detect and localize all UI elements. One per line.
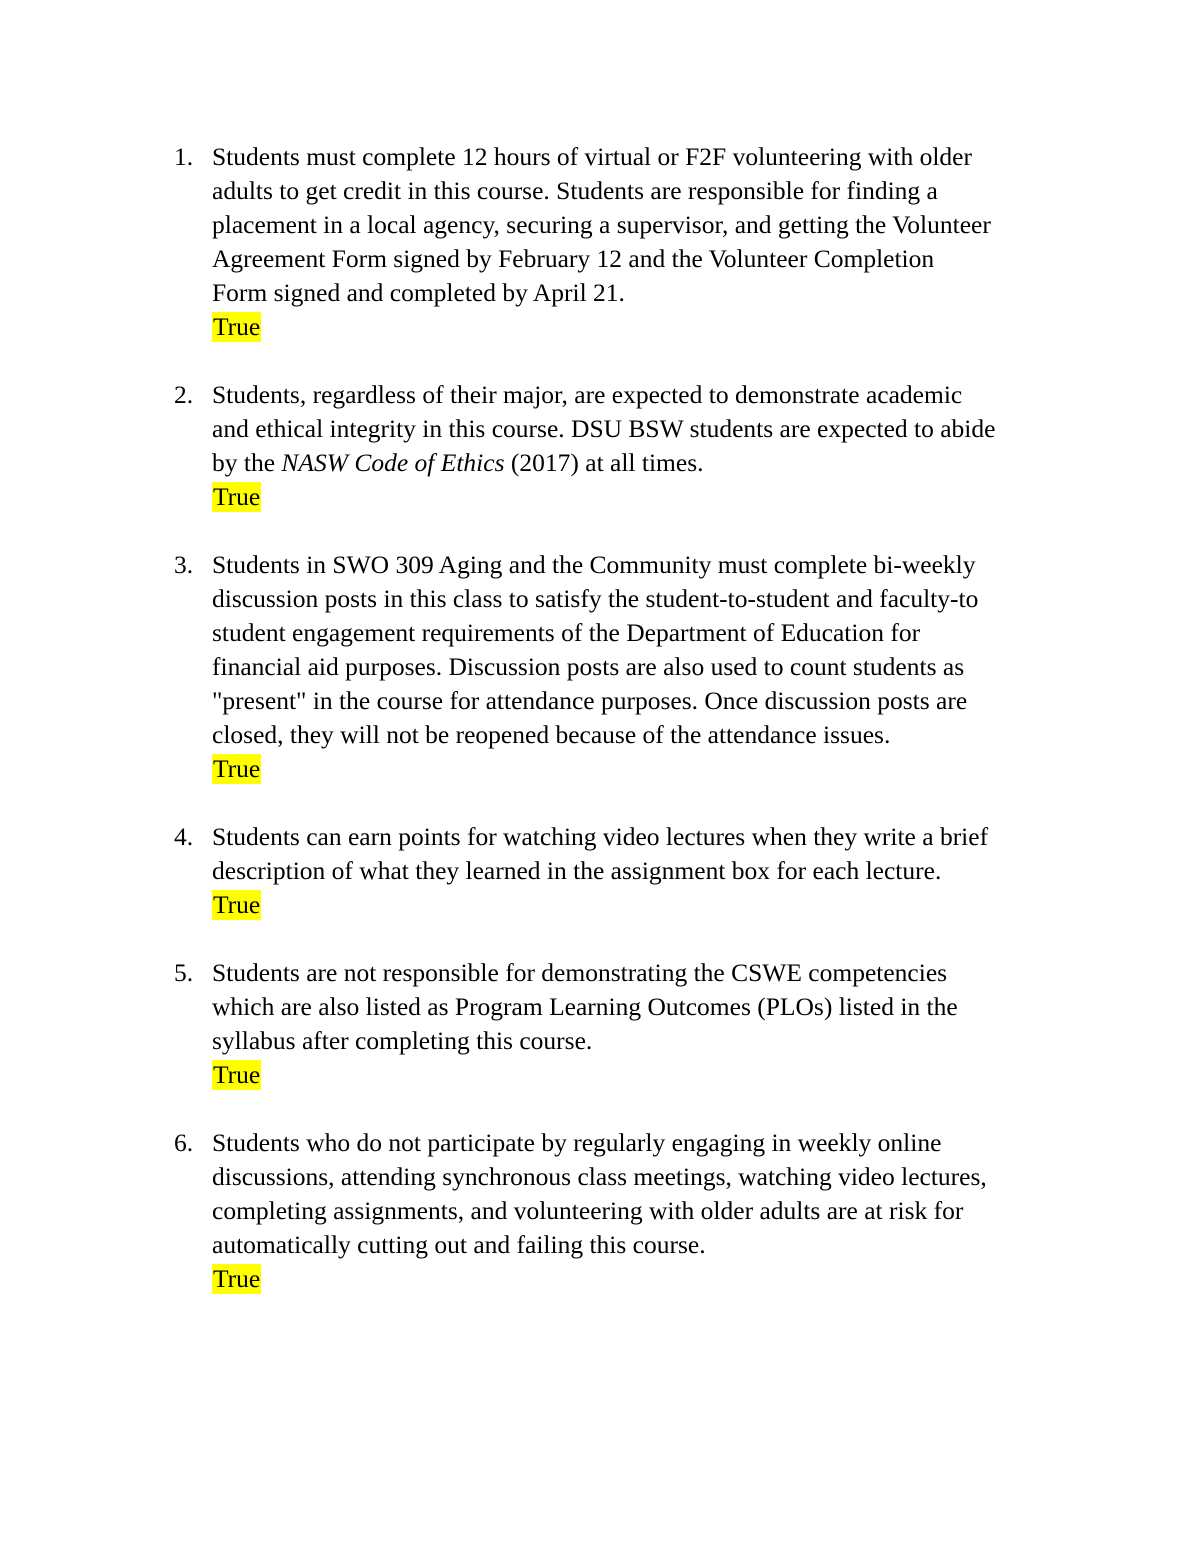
- answer-highlight: True: [213, 312, 261, 341]
- item-text: Students can earn points for watching video lectures when they write a brief description of what they learned in the assignment box for each lecture.: [212, 822, 989, 885]
- item-text-italic-title: NASW Code of Ethics: [281, 448, 505, 477]
- item-text: Students are not responsible for demonstrating the CSWE competencies which are also listed as Program Learning Outcomes (PLOs) listed in the syllabus after completing this course.: [212, 958, 958, 1055]
- item-number: 2.: [174, 380, 194, 409]
- question-list: [168, 140, 1068, 1330]
- item-number: 3.: [174, 550, 194, 579]
- answer-highlight: True: [213, 890, 261, 919]
- list-item: [168, 820, 1068, 922]
- list-item: [168, 548, 1068, 786]
- item-number: 6.: [174, 1128, 194, 1157]
- item-number: 1.: [174, 142, 194, 171]
- list-item: [168, 1126, 1068, 1296]
- item-text-after: (2017) at all times.: [504, 448, 704, 477]
- item-text: Students must complete 12 hours of virtual or F2F volunteering with older adults to get credit in this course. Students are responsible for finding a placement in a local agency, securing a supervisor, and getting the Volunteer Agreement Form signed by February 12 and the Volunteer Completion Form signed and completed by April 21.: [212, 142, 991, 307]
- item-number: 4.: [174, 822, 194, 851]
- list-item: [168, 378, 1068, 514]
- list-item: [168, 140, 1068, 344]
- item-number: 5.: [174, 958, 194, 987]
- item-text-before: Students, regardless of their major, are expected to demonstrate academic and ethical integrity in this course. DSU BSW students are expected to abide by the: [212, 380, 996, 477]
- answer-highlight: True: [213, 482, 261, 511]
- item-text: [212, 378, 1068, 480]
- answer-highlight: True: [213, 1264, 261, 1293]
- answer-highlight: True: [213, 1060, 261, 1089]
- list-item: [168, 956, 1068, 1092]
- answer-highlight: True: [213, 754, 261, 783]
- item-text: Students who do not participate by regularly engaging in weekly online discussions, attending synchronous class meetings, watching video lectures, completing assignments, and volunteering with older adults are at risk for automatically cutting out and failing this course.: [212, 1128, 987, 1259]
- item-text: Students in SWO 309 Aging and the Community must complete bi-weekly discussion posts in this class to satisfy the student-to-student and faculty-to student engagement requirements of the Department of Education for financial aid purposes. Discussion posts are also used to count students as "present" in the course for attendance purposes. Once discussion posts are closed, they will not be reopened because of the attendance issues.: [212, 550, 979, 749]
